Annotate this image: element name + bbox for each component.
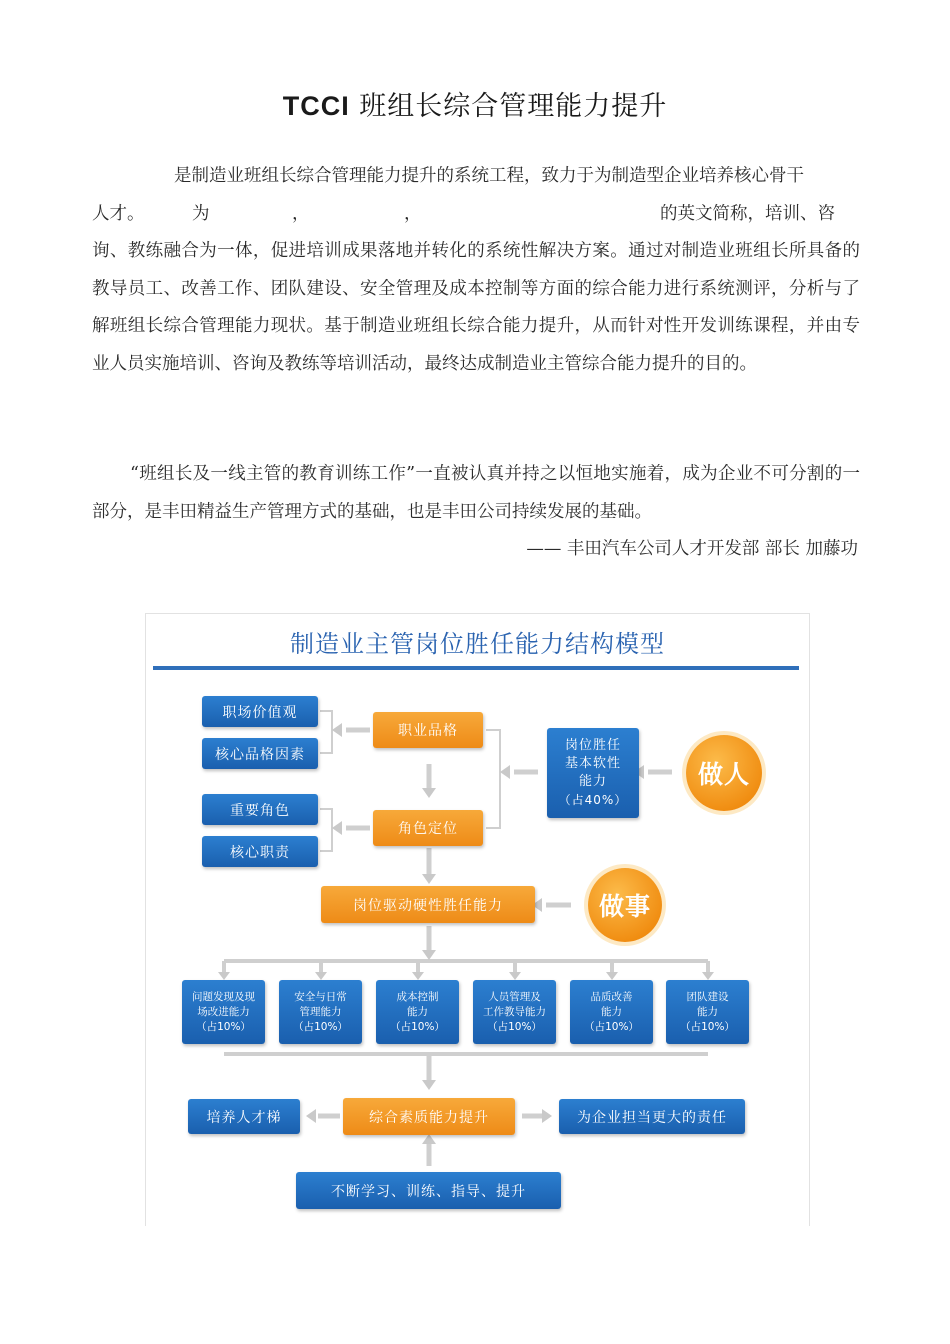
ability-line-2: 能力 xyxy=(601,1005,622,1018)
ability-line-1: 安全与日常 xyxy=(294,990,347,1003)
value-item-1: 职场价值观 xyxy=(202,696,318,727)
ability-box xyxy=(473,980,556,1044)
ability-line-1: 成本控制 xyxy=(396,990,439,1003)
ability-percent: （占10%） xyxy=(487,1020,542,1033)
ability-box xyxy=(279,980,362,1044)
responsibility-box: 为企业担当更大的责任 xyxy=(559,1099,745,1134)
intro-rest: 询、教练融合为一体，促进培训成果落地并转化的系统性解决方案。通过对制造业班组长所具备的教导员工、改善工作、团队建设、安全管理及成本控制等方面的综合能力进行系统测评，分析与了解班组长综合管理能力现状。基于制造业班组长综合能力提升，从而针对性开发训练课程，并由专业人员实施培训、咨询及教练等培训活动，最终达成制造业主管综合能力提升的目的。 xyxy=(92,241,860,374)
intro-line-2-a: 人才。 xyxy=(92,203,145,224)
role-item-1: 重要角色 xyxy=(202,794,318,825)
ability-line-2: 管理能力 xyxy=(299,1005,342,1018)
ability-line-1: 品质改善 xyxy=(590,990,633,1003)
ability-percent: （占10%） xyxy=(196,1020,251,1033)
title-latin: TCCI xyxy=(282,91,350,121)
competency-model-diagram xyxy=(145,613,810,1226)
soft-skills-line-1: 岗位胜任 xyxy=(564,738,621,753)
soft-skills-line-4: （占40%） xyxy=(558,793,628,807)
continuous-learning-box: 不断学习、训练、指导、提升 xyxy=(296,1172,561,1209)
ability-percent: （占10%） xyxy=(293,1020,348,1033)
comprehensive-box: 综合素质能力提升 xyxy=(343,1098,515,1135)
ability-percent: （占10%） xyxy=(584,1020,639,1033)
ability-line-2: 能力 xyxy=(697,1005,718,1018)
ability-line-1: 人员管理及 xyxy=(488,990,541,1003)
ability-percent: （占10%） xyxy=(390,1020,445,1033)
intro-line-2-d: ， xyxy=(404,203,422,224)
soft-skills-line-3: 能力 xyxy=(578,774,607,789)
ability-box xyxy=(570,980,653,1044)
ability-line-2: 能力 xyxy=(407,1005,428,1018)
professional-quality-box: 职业品格 xyxy=(373,712,483,748)
ability-box xyxy=(376,980,459,1044)
title-text: 班组长综合管理能力提升 xyxy=(349,91,668,122)
role-positioning-box: 角色定位 xyxy=(373,810,483,846)
ability-line-1: 问题发现及现 xyxy=(192,990,255,1003)
ability-line-2: 工作教导能力 xyxy=(483,1005,546,1018)
ability-line-2: 场改进能力 xyxy=(197,1005,250,1018)
ability-line-1: 团队建设 xyxy=(686,990,729,1003)
ability-box xyxy=(182,980,265,1044)
hard-competency-box: 岗位驱动硬性胜任能力 xyxy=(321,886,535,923)
quote-paragraph: “班组长及一线主管的教育训练工作”一直被认真并持之以恒地实施着，成为企业不可分割的一部分，是丰田精益生产管理方式的基础，也是丰田公司持续发展的基础。 xyxy=(92,464,860,522)
intro-line-2-c: ， xyxy=(292,203,310,224)
intro-paragraph xyxy=(92,158,860,383)
diagram-title: 制造业主管岗位胜任能力结构模型 xyxy=(290,630,665,658)
intro-line-1: 是制造业班组长综合管理能力提升的系统工程，致力于为制造型企业培养核心骨干 xyxy=(174,166,804,186)
value-item-2: 核心品格因素 xyxy=(202,738,318,769)
document-title xyxy=(0,84,950,123)
intro-line-2 xyxy=(92,196,860,234)
intro-line-2-b: 为 xyxy=(192,203,210,224)
talent-ladder-box: 培养人才梯 xyxy=(188,1099,300,1134)
be-person-circle: 做人 xyxy=(686,735,762,811)
role-item-2: 核心职责 xyxy=(202,836,318,867)
ability-box xyxy=(666,980,749,1044)
soft-skills-line-2: 基本软性 xyxy=(564,756,621,771)
do-things-circle: 做事 xyxy=(588,868,662,942)
quote-attribution: —— 丰田汽车公司人才开发部 部长 加藤功 xyxy=(526,539,858,559)
ability-percent: （占10%） xyxy=(680,1020,735,1033)
intro-line-2-e: 的英文简称，培训、咨 xyxy=(660,203,835,224)
soft-skills-box xyxy=(547,728,639,818)
